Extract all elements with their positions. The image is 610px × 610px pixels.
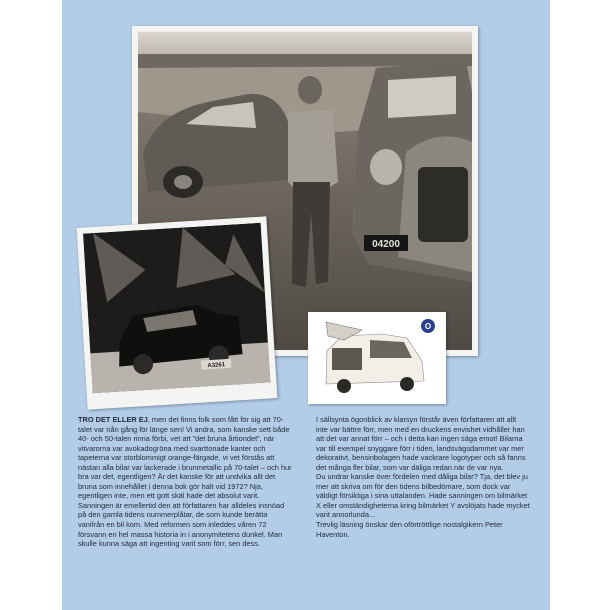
- badge-label: O: [424, 322, 432, 331]
- text-column-right: [316, 415, 530, 539]
- night-car-photo: [77, 216, 278, 409]
- estate-car-photo: [308, 312, 446, 404]
- right-paragraph-1: I sällsynta ögonblick av klarsyn förstår även författaren att allt inte var bättre förr, men med en druckens envishet vidhåller han att det var annat förr – och i detta kan ingen säga emot! Bilarna var till exempel snyggare förr i tiden, landsvägsdammet var mer dekorativt, bensinbolagen hade vackrare logotyper och så fanns det många fler bilar, som var däliga redan när de var nya.: [316, 415, 526, 472]
- text-column-left: [78, 415, 292, 549]
- main-license-plate: 04200: [372, 239, 400, 250]
- brand-badge-icon: [421, 319, 435, 333]
- lead-in: TRO DET ELLER EJ: [78, 415, 148, 424]
- left-body: , men det finns folk som fått för sig att 70-talet var nån gång för länge sen! Vi andra, som kanske sett både 40- och 50-talen rinna förbi, vet att ”det bruna årtiondet”, när vitvarorna var avokadogröna med svarttonade kanter och tapeterna var storblommigt orange-färgade, vi vet förstås att nästan alla bilar var lackerade i brunmetallic på 70-talet – och hur bra var det, egentligen? Är det kanske för att undvika allt det bruna som innehållet i denna bok gör halt vid 1972? Nja, egentligen inte, men ett gott skäl hade det absolut varit. Sanningen är emellertid den att författaren har alldeles insnöad på den gamla tidens nummerplåtar, de som kunde berätta vanifrån en bil kom. Med reformen som inleddes våren 72 försvann en hel massa historia in i anonymitetens dunkel. Man skulle kunna säga att ingenting varit som förr, sen dess.: [78, 415, 292, 549]
- left-paragraph: [78, 415, 292, 549]
- estate-photo-image: [312, 316, 442, 400]
- night-photo-image: [83, 223, 270, 394]
- pickup-car: [352, 62, 472, 282]
- right-paragraph-3: Trevlig läsning önskar den oförtröttlige nostalgikern Peter Haventon.: [316, 520, 503, 539]
- book-back-cover: [62, 0, 550, 610]
- right-paragraph-2: Du undrar kanske över fördelen med dåliga bilar? Tja, det blev ju mer att skriva om för den tidens bilbedömare, som dock var väldigt försiktiga i sina uttalanden. Hade sanningen om bilmärket X eller omständigheterna kring bilmärket Y avslöjats hade mycket varit annorlunda...: [316, 472, 530, 520]
- night-license-plate: A3261: [207, 362, 226, 370]
